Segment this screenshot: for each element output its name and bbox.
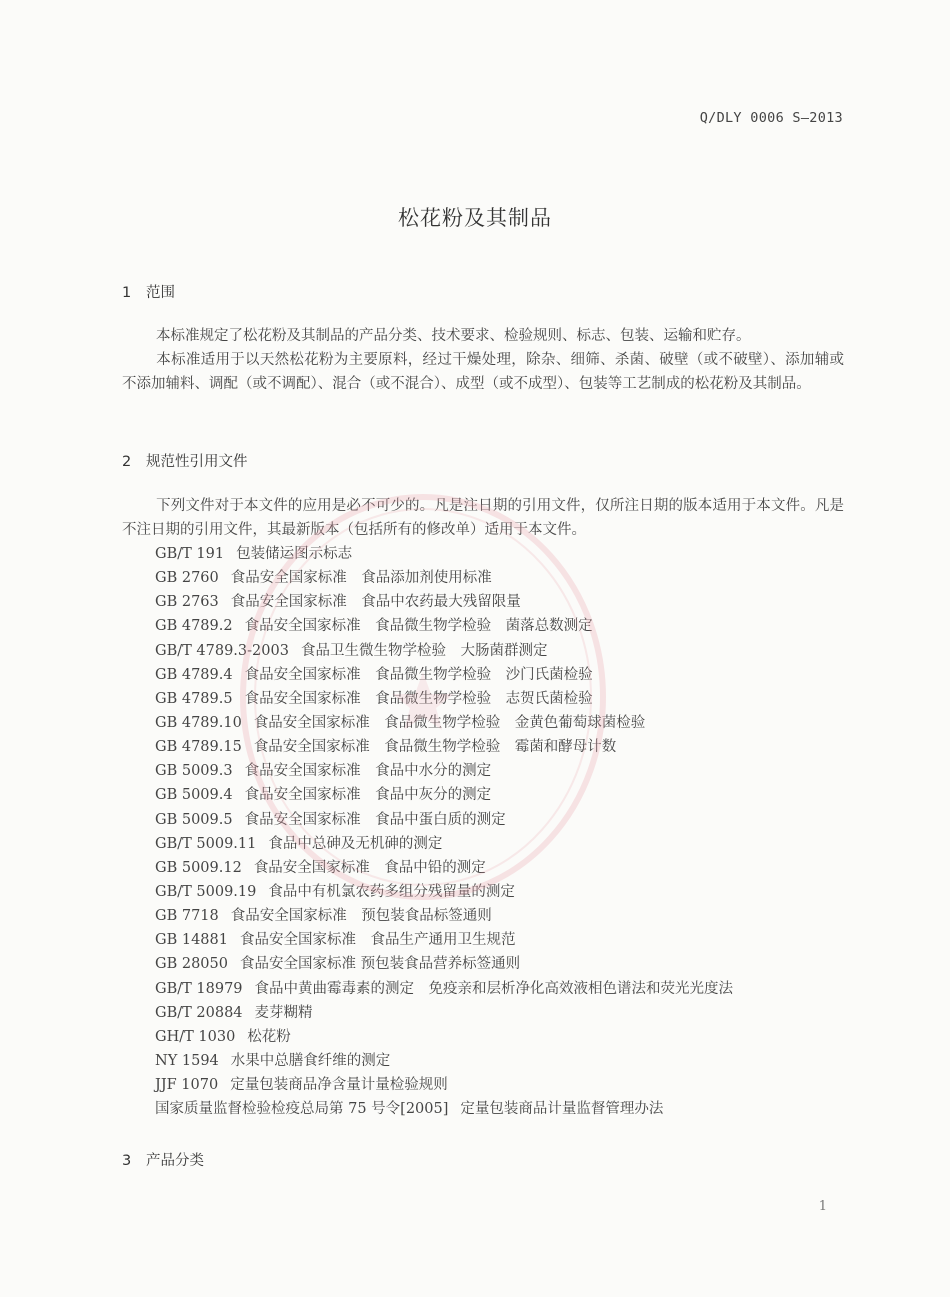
reference-title: 松花粉 xyxy=(247,1028,291,1045)
reference-title: 食品安全国家标准 食品中灰分的测定 xyxy=(244,787,492,804)
reference-code: GB 4789.10 xyxy=(155,714,242,731)
section-2-paragraph-1 xyxy=(122,494,844,542)
reference-code: GB 14881 xyxy=(155,932,228,949)
document-title: 松花粉及其制品 xyxy=(398,206,552,230)
section-number: 3 xyxy=(122,1153,132,1169)
reference-title: 食品安全国家标准 食品中农药最大残留限量 xyxy=(230,594,521,611)
reference-item xyxy=(155,590,855,614)
reference-title: 食品中黄曲霉毒素的测定 免疫亲和层析净化高效液相色谱法和荧光光度法 xyxy=(254,980,734,997)
reference-title: 食品安全国家标准 食品微生物学检验 志贺氏菌检验 xyxy=(244,690,593,707)
reference-item xyxy=(155,542,855,566)
paragraph-text: 下列文件对于本文件的应用是必不可少的。凡是注日期的引用文件，仅所注日期的版本适用于本文件。凡是不注日期的引用文件，其最新版本（包括所有的修改单）适用于本文件。 xyxy=(122,498,844,538)
reference-title: 定量包装商品计量监督管理办法 xyxy=(460,1101,664,1118)
reference-item xyxy=(155,832,855,856)
reference-title: 食品卫生微生物学检验 大肠菌群测定 xyxy=(300,642,548,659)
reference-title: 定量包装商品净含量计量检验规则 xyxy=(230,1077,448,1094)
reference-title: 食品安全国家标准 食品微生物学检验 沙门氏菌检验 xyxy=(244,666,593,683)
section-1-heading xyxy=(122,281,175,302)
reference-item xyxy=(155,1025,855,1049)
reference-item xyxy=(155,928,855,952)
reference-item xyxy=(155,1073,855,1097)
reference-item xyxy=(155,711,855,735)
standard-code: Q/DLY 0006 S—2013 xyxy=(699,110,843,126)
reference-code: GB/T 18979 xyxy=(155,980,243,997)
reference-title: 食品安全国家标准 食品中蛋白质的测定 xyxy=(244,811,506,828)
reference-code: NY 1594 xyxy=(155,1052,219,1069)
section-1-paragraph-1 xyxy=(122,324,844,348)
reference-code: GB/T 20884 xyxy=(155,1004,243,1021)
reference-item xyxy=(155,759,855,783)
reference-title: 包装储运图示标志 xyxy=(236,546,353,562)
reference-item xyxy=(155,783,855,807)
reference-code: GB 4789.5 xyxy=(155,690,233,707)
reference-title: 食品安全国家标准 食品生产通用卫生规范 xyxy=(239,932,516,949)
reference-code: JJF 1070 xyxy=(155,1077,219,1094)
reference-item xyxy=(155,1001,855,1025)
reference-title: 食品中有机氯农药多组分残留量的测定 xyxy=(268,883,515,900)
reference-code: GB 28050 xyxy=(155,956,228,973)
section-1-paragraph-2 xyxy=(122,348,844,396)
reference-item xyxy=(155,808,855,832)
reference-item xyxy=(155,687,855,711)
reference-title: 食品安全国家标准 食品微生物学检验 金黄色葡萄球菌检验 xyxy=(253,714,646,731)
reference-code: GB 4789.2 xyxy=(155,618,233,635)
reference-item xyxy=(155,1049,855,1073)
reference-code: GB/T 5009.11 xyxy=(155,835,257,852)
reference-code: GH/T 1030 xyxy=(155,1028,236,1045)
section-title: 产品分类 xyxy=(146,1153,204,1169)
reference-title: 食品安全国家标准 预包装食品标签通则 xyxy=(230,908,492,925)
reference-code: 国家质量监督检验检疫总局第 75 号令[2005] xyxy=(155,1101,449,1118)
reference-title: 食品安全国家标准 食品中水分的测定 xyxy=(244,763,492,780)
reference-code: GB 4789.15 xyxy=(155,739,242,756)
reference-title: 食品安全国家标准 食品中铅的测定 xyxy=(253,859,486,876)
reference-item xyxy=(155,614,855,638)
reference-item xyxy=(155,952,855,976)
reference-item xyxy=(155,904,855,928)
section-number: 1 xyxy=(122,285,132,301)
reference-item xyxy=(155,663,855,687)
reference-code: GB 5009.4 xyxy=(155,787,233,804)
reference-list xyxy=(155,542,855,1121)
reference-item xyxy=(155,1097,855,1121)
page-number: 1 xyxy=(818,1199,827,1214)
reference-code: GB/T 4789.3-2003 xyxy=(155,642,289,659)
reference-title: 食品安全国家标准 食品添加剂使用标准 xyxy=(230,570,492,587)
reference-code: GB 4789.4 xyxy=(155,666,233,683)
reference-title: 食品安全国家标准 食品微生物学检验 霉菌和酵母计数 xyxy=(253,739,617,756)
reference-title: 麦芽糊精 xyxy=(254,1004,313,1021)
reference-item xyxy=(155,856,855,880)
reference-item xyxy=(155,639,855,663)
paragraph-text: 本标准适用于以天然松花粉为主要原料，经过干燥处理，除杂、细筛、杀菌、破壁（或不破壁）、添加辅或不添加辅料、调配（或不调配）、混合（或不混合）、成型（或不成型）、包装等工艺制成的松花粉及其制品。 xyxy=(122,352,844,392)
reference-title: 食品安全国家标准 预包装食品营养标签通则 xyxy=(239,956,521,973)
reference-item xyxy=(155,977,855,1001)
reference-item xyxy=(155,880,855,904)
reference-code: GB/T 191 xyxy=(155,546,225,562)
reference-title: 食品中总砷及无机砷的测定 xyxy=(268,835,443,852)
reference-code: GB 5009.12 xyxy=(155,859,242,876)
reference-code: GB 5009.3 xyxy=(155,763,233,780)
reference-item xyxy=(155,566,855,590)
reference-code: GB 2763 xyxy=(155,594,219,611)
reference-code: GB 7718 xyxy=(155,908,219,925)
reference-title: 食品安全国家标准 食品微生物学检验 菌落总数测定 xyxy=(244,618,593,635)
section-title: 范围 xyxy=(146,285,175,301)
section-3-heading xyxy=(122,1149,204,1170)
reference-code: GB/T 5009.19 xyxy=(155,883,257,900)
section-number: 2 xyxy=(122,454,132,470)
section-2-heading xyxy=(122,450,248,471)
reference-code: GB 5009.5 xyxy=(155,811,233,828)
paragraph-text: 本标准规定了松花粉及其制品的产品分类、技术要求、检验规则、标志、包装、运输和贮存。 xyxy=(156,328,751,344)
section-title: 规范性引用文件 xyxy=(146,454,248,470)
reference-title: 水果中总膳食纤维的测定 xyxy=(230,1052,391,1069)
reference-item xyxy=(155,735,855,759)
reference-code: GB 2760 xyxy=(155,570,219,587)
